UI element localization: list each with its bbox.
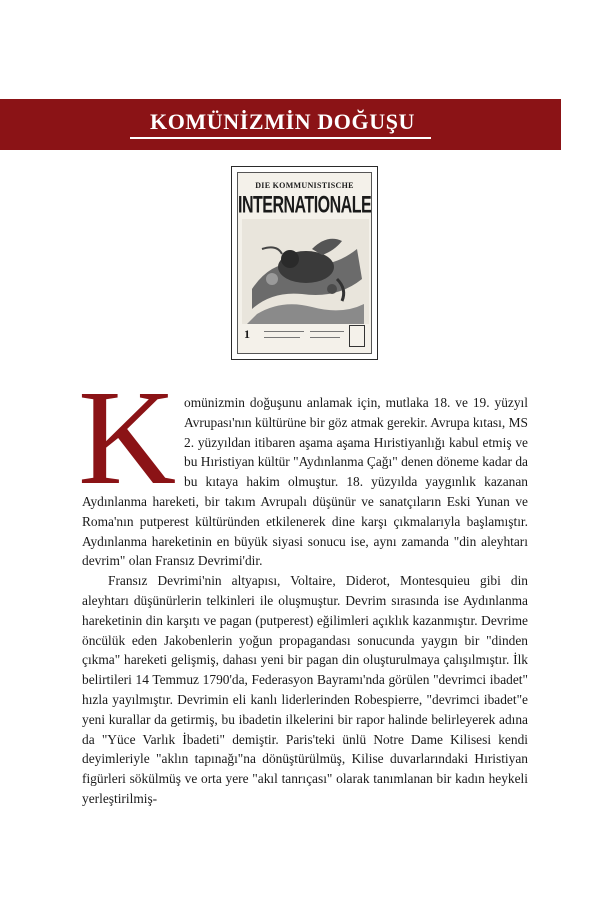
poster-illustration bbox=[231, 166, 378, 360]
paragraph-2: Fransız Devrimi'nin altyapısı, Voltaire, Diderot, Montesquieu gibi din aleyhtarı düşünürlerin telkinleri ile oluşmuştur. Devrim sırasında ise Aydınlanma hareketinin din karşıtı ve pagan (putperest) eğilimleri açıklık kazanmıştır. Devrime öncülük eden Jakobenlerin yoğun propagandası sonucunda yaygın bir "dinden çıkma" hareketi gelişmiş, dahası yeni bir pagan din oluşturulmaya çalışılmıştır. İlk belirtileri 14 Temmuz 1790'da, Federasyon Bayramı'nda görülen "devrimci ibadet" hızla yayılmıştır. Devrimin eli kanlı liderlerinden Robespierre, "devrimci ibadet"e yeni kurallar da getirmiş, bu ibadetin ilkelerini bir rapor halinde belirleyerek adına da "Yüce Varlık İbadeti" demiştir. Paris'teki ünlü Notre Dame Kilisesi kendi deyimleriyle "aklın tapınağı"na dönüştürülmüş, Kilise duvarlarındaki Hıristiyan figürleri sökülmüş ve orta yere "akıl tanrıçası" olarak tanımlanan bir kadın heykeli yerleştirilmiş- bbox=[82, 573, 528, 806]
drop-cap: K bbox=[78, 363, 177, 513]
poster-footer-line bbox=[264, 331, 304, 332]
chapter-banner bbox=[0, 99, 561, 150]
poster-footer-line bbox=[310, 337, 340, 338]
poster-frame bbox=[237, 172, 372, 354]
paragraph-1-text: omünizmin doğuşunu anlamak için, mutlaka 18. ve 19. yüzyıl Avrupası'nın kültürüne bir göz atmak gerekir. Avrupa kıtası, MS 2. yüzyıldan itibaren aşama aşama Hıristiyanlığı kabul etmiş ve bu Hıristiyan kültür "Aydınlanma Çağı" denen döneme kadar da bu kıtaya hakim olmuştur. 18. yüzyılda yaygınlık kazanan Aydınlanma hareketi, bir takım Avrupalı düşünür ve sanatçıların Eski Yunan ve Roma'nın putperest kültüründen etkilenerek dine karşı çıkmalarıyla başlamıştır. Aydınlanma hareketinin en büyük siyasi sonucu ise, aynı zamanda "din aleyhtarı devrim" olan Fransız Devrimi'dir. bbox=[82, 395, 528, 569]
poster-issue-number: 1 bbox=[244, 327, 250, 341]
poster-price-box bbox=[349, 325, 365, 347]
body-text bbox=[78, 363, 528, 809]
chapter-title: KOMÜNİZMİN DOĞUŞU bbox=[130, 107, 431, 139]
poster-footer-line bbox=[264, 337, 300, 338]
poster-footer-line bbox=[310, 331, 344, 332]
poster-footer bbox=[242, 323, 367, 349]
poster-header-large: INTERNATIONALE bbox=[238, 193, 372, 219]
poster-artwork bbox=[242, 219, 369, 324]
poster-header-small: DIE KOMMUNISTISCHE bbox=[255, 181, 354, 190]
paragraph-1 bbox=[78, 363, 528, 571]
